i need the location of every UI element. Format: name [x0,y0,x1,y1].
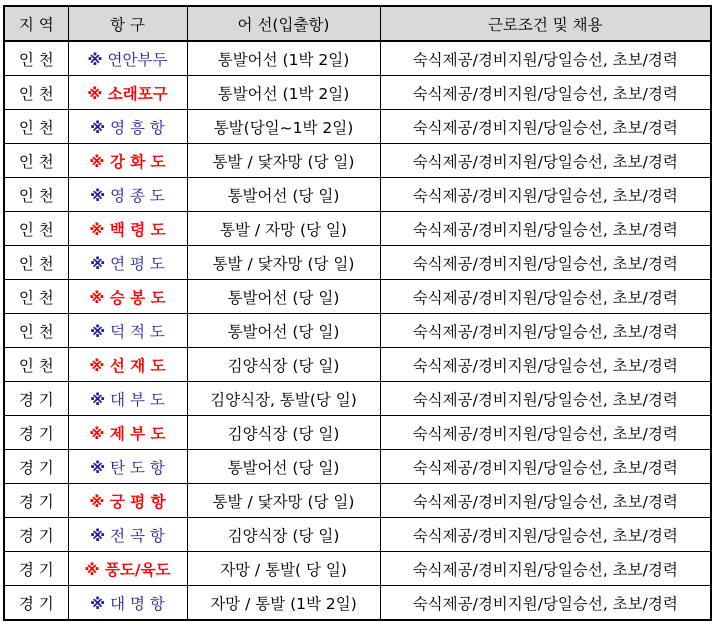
port-name: 대 명 항 [110,594,165,613]
cell-boat: 통발 / 닻자망 (당 일) [187,144,380,178]
cell-port [68,314,187,348]
cell-region: 인 천 [4,212,68,246]
cell-conditions: 숙식제공/경비지원/당일승선, 초보/경력 [380,314,711,348]
cell-port [68,416,187,450]
table-header-row [4,6,711,41]
table-row [4,416,711,450]
table-row [4,348,711,382]
port-name: 백 령 도 [109,220,166,239]
port-name: 전 곡 항 [110,526,165,545]
cell-conditions: 숙식제공/경비지원/당일승선, 초보/경력 [380,348,711,382]
reference-mark-icon: ※ [90,594,106,613]
cell-boat: 통발 / 자망 (당 일) [187,212,380,246]
reference-mark-icon: ※ [87,50,103,69]
cell-boat: 자망 / 통발( 당 일) [187,552,380,586]
reference-mark-icon: ※ [89,288,105,307]
cell-port [68,246,187,280]
cell-boat: 자망 / 통발 (1박 2일) [187,586,380,621]
cell-boat: 통발 / 닻자망 (당 일) [187,246,380,280]
table-row [4,178,711,212]
cell-conditions: 숙식제공/경비지원/당일승선, 초보/경력 [380,212,711,246]
table-row [4,144,711,178]
cell-conditions: 숙식제공/경비지원/당일승선, 초보/경력 [380,76,711,110]
table-row [4,212,711,246]
cell-region: 경 기 [4,552,68,586]
cell-region: 인 천 [4,144,68,178]
header-conditions: 근로조건 및 채용 [380,6,711,41]
cell-region: 인 천 [4,41,68,76]
table-row [4,41,711,76]
cell-port [68,484,187,518]
table-row [4,76,711,110]
cell-region: 경 기 [4,416,68,450]
port-name: 대 부 도 [110,390,165,409]
port-name: 연 평 도 [110,254,165,273]
cell-boat: 통발어선 (당 일) [187,314,380,348]
recruitment-table-container [3,5,710,621]
reference-mark-icon: ※ [89,424,105,443]
table-row [4,110,711,144]
cell-boat: 김양식장 (당 일) [187,348,380,382]
reference-mark-icon: ※ [90,526,106,545]
cell-boat: 통발 / 닻자망 (당 일) [187,484,380,518]
cell-region: 인 천 [4,76,68,110]
reference-mark-icon: ※ [90,390,106,409]
cell-conditions: 숙식제공/경비지원/당일승선, 초보/경력 [380,144,711,178]
table-row [4,314,711,348]
cell-region: 인 천 [4,348,68,382]
reference-mark-icon: ※ [90,186,106,205]
reference-mark-icon: ※ [89,220,105,239]
cell-port [68,110,187,144]
port-name: 탄 도 항 [110,458,165,477]
cell-port [68,280,187,314]
recruitment-table [3,5,712,621]
table-row [4,382,711,416]
cell-conditions: 숙식제공/경비지원/당일승선, 초보/경력 [380,450,711,484]
cell-region: 경 기 [4,518,68,552]
table-row [4,552,711,586]
table-body [4,41,711,620]
cell-region: 인 천 [4,246,68,280]
cell-boat: 김양식장 (당 일) [187,518,380,552]
cell-port [68,178,187,212]
port-name: 제 부 도 [109,424,166,443]
port-name: 소래포구 [107,84,168,103]
table-row [4,518,711,552]
cell-port [68,552,187,586]
table-row [4,280,711,314]
cell-port [68,518,187,552]
header-boat: 어 선(입출항) [187,6,380,41]
port-name: 영 종 도 [110,186,165,205]
cell-boat: 통발(당일~1박 2일) [187,110,380,144]
port-name: 덕 적 도 [110,322,165,341]
table-row [4,246,711,280]
cell-conditions: 숙식제공/경비지원/당일승선, 초보/경력 [380,110,711,144]
reference-mark-icon: ※ [89,356,105,375]
cell-region: 인 천 [4,280,68,314]
port-name: 풍도/육도 [104,560,171,579]
cell-port [68,382,187,416]
cell-conditions: 숙식제공/경비지원/당일승선, 초보/경력 [380,416,711,450]
cell-region: 인 천 [4,314,68,348]
reference-mark-icon: ※ [90,458,106,477]
cell-region: 경 기 [4,586,68,621]
reference-mark-icon: ※ [84,560,100,579]
port-name: 강 화 도 [109,152,166,171]
cell-conditions: 숙식제공/경비지원/당일승선, 초보/경력 [380,246,711,280]
cell-boat: 통발어선 (1박 2일) [187,76,380,110]
reference-mark-icon: ※ [87,84,103,103]
reference-mark-icon: ※ [90,254,106,273]
cell-conditions: 숙식제공/경비지원/당일승선, 초보/경력 [380,586,711,621]
cell-boat: 통발어선 (당 일) [187,280,380,314]
reference-mark-icon: ※ [89,492,105,511]
cell-region: 경 기 [4,450,68,484]
cell-conditions: 숙식제공/경비지원/당일승선, 초보/경력 [380,484,711,518]
port-name: 궁 평 항 [109,492,166,511]
cell-port [68,450,187,484]
port-name: 영 흥 항 [110,118,165,137]
table-row [4,484,711,518]
cell-boat: 통발어선 (1박 2일) [187,41,380,76]
cell-port [68,348,187,382]
cell-boat: 통발어선 (당 일) [187,178,380,212]
cell-boat: 통발어선 (당 일) [187,450,380,484]
cell-port [68,586,187,621]
reference-mark-icon: ※ [89,152,105,171]
port-name: 승 봉 도 [109,288,166,307]
cell-conditions: 숙식제공/경비지원/당일승선, 초보/경력 [380,518,711,552]
cell-port [68,212,187,246]
cell-boat: 김양식장, 통발(당 일) [187,382,380,416]
cell-boat: 김양식장 (당 일) [187,416,380,450]
cell-port [68,76,187,110]
cell-region: 경 기 [4,382,68,416]
reference-mark-icon: ※ [90,322,106,341]
cell-region: 인 천 [4,110,68,144]
table-row [4,450,711,484]
cell-conditions: 숙식제공/경비지원/당일승선, 초보/경력 [380,382,711,416]
cell-conditions: 숙식제공/경비지원/당일승선, 초보/경력 [380,41,711,76]
cell-port [68,144,187,178]
cell-conditions: 숙식제공/경비지원/당일승선, 초보/경력 [380,178,711,212]
port-name: 연안부두 [107,50,168,69]
cell-conditions: 숙식제공/경비지원/당일승선, 초보/경력 [380,280,711,314]
cell-region: 경 기 [4,484,68,518]
header-port: 항 구 [68,6,187,41]
reference-mark-icon: ※ [90,118,106,137]
cell-conditions: 숙식제공/경비지원/당일승선, 초보/경력 [380,552,711,586]
cell-port [68,41,187,76]
cell-region: 인 천 [4,178,68,212]
port-name: 선 재 도 [109,356,166,375]
table-row [4,586,711,621]
header-region: 지 역 [4,6,68,41]
